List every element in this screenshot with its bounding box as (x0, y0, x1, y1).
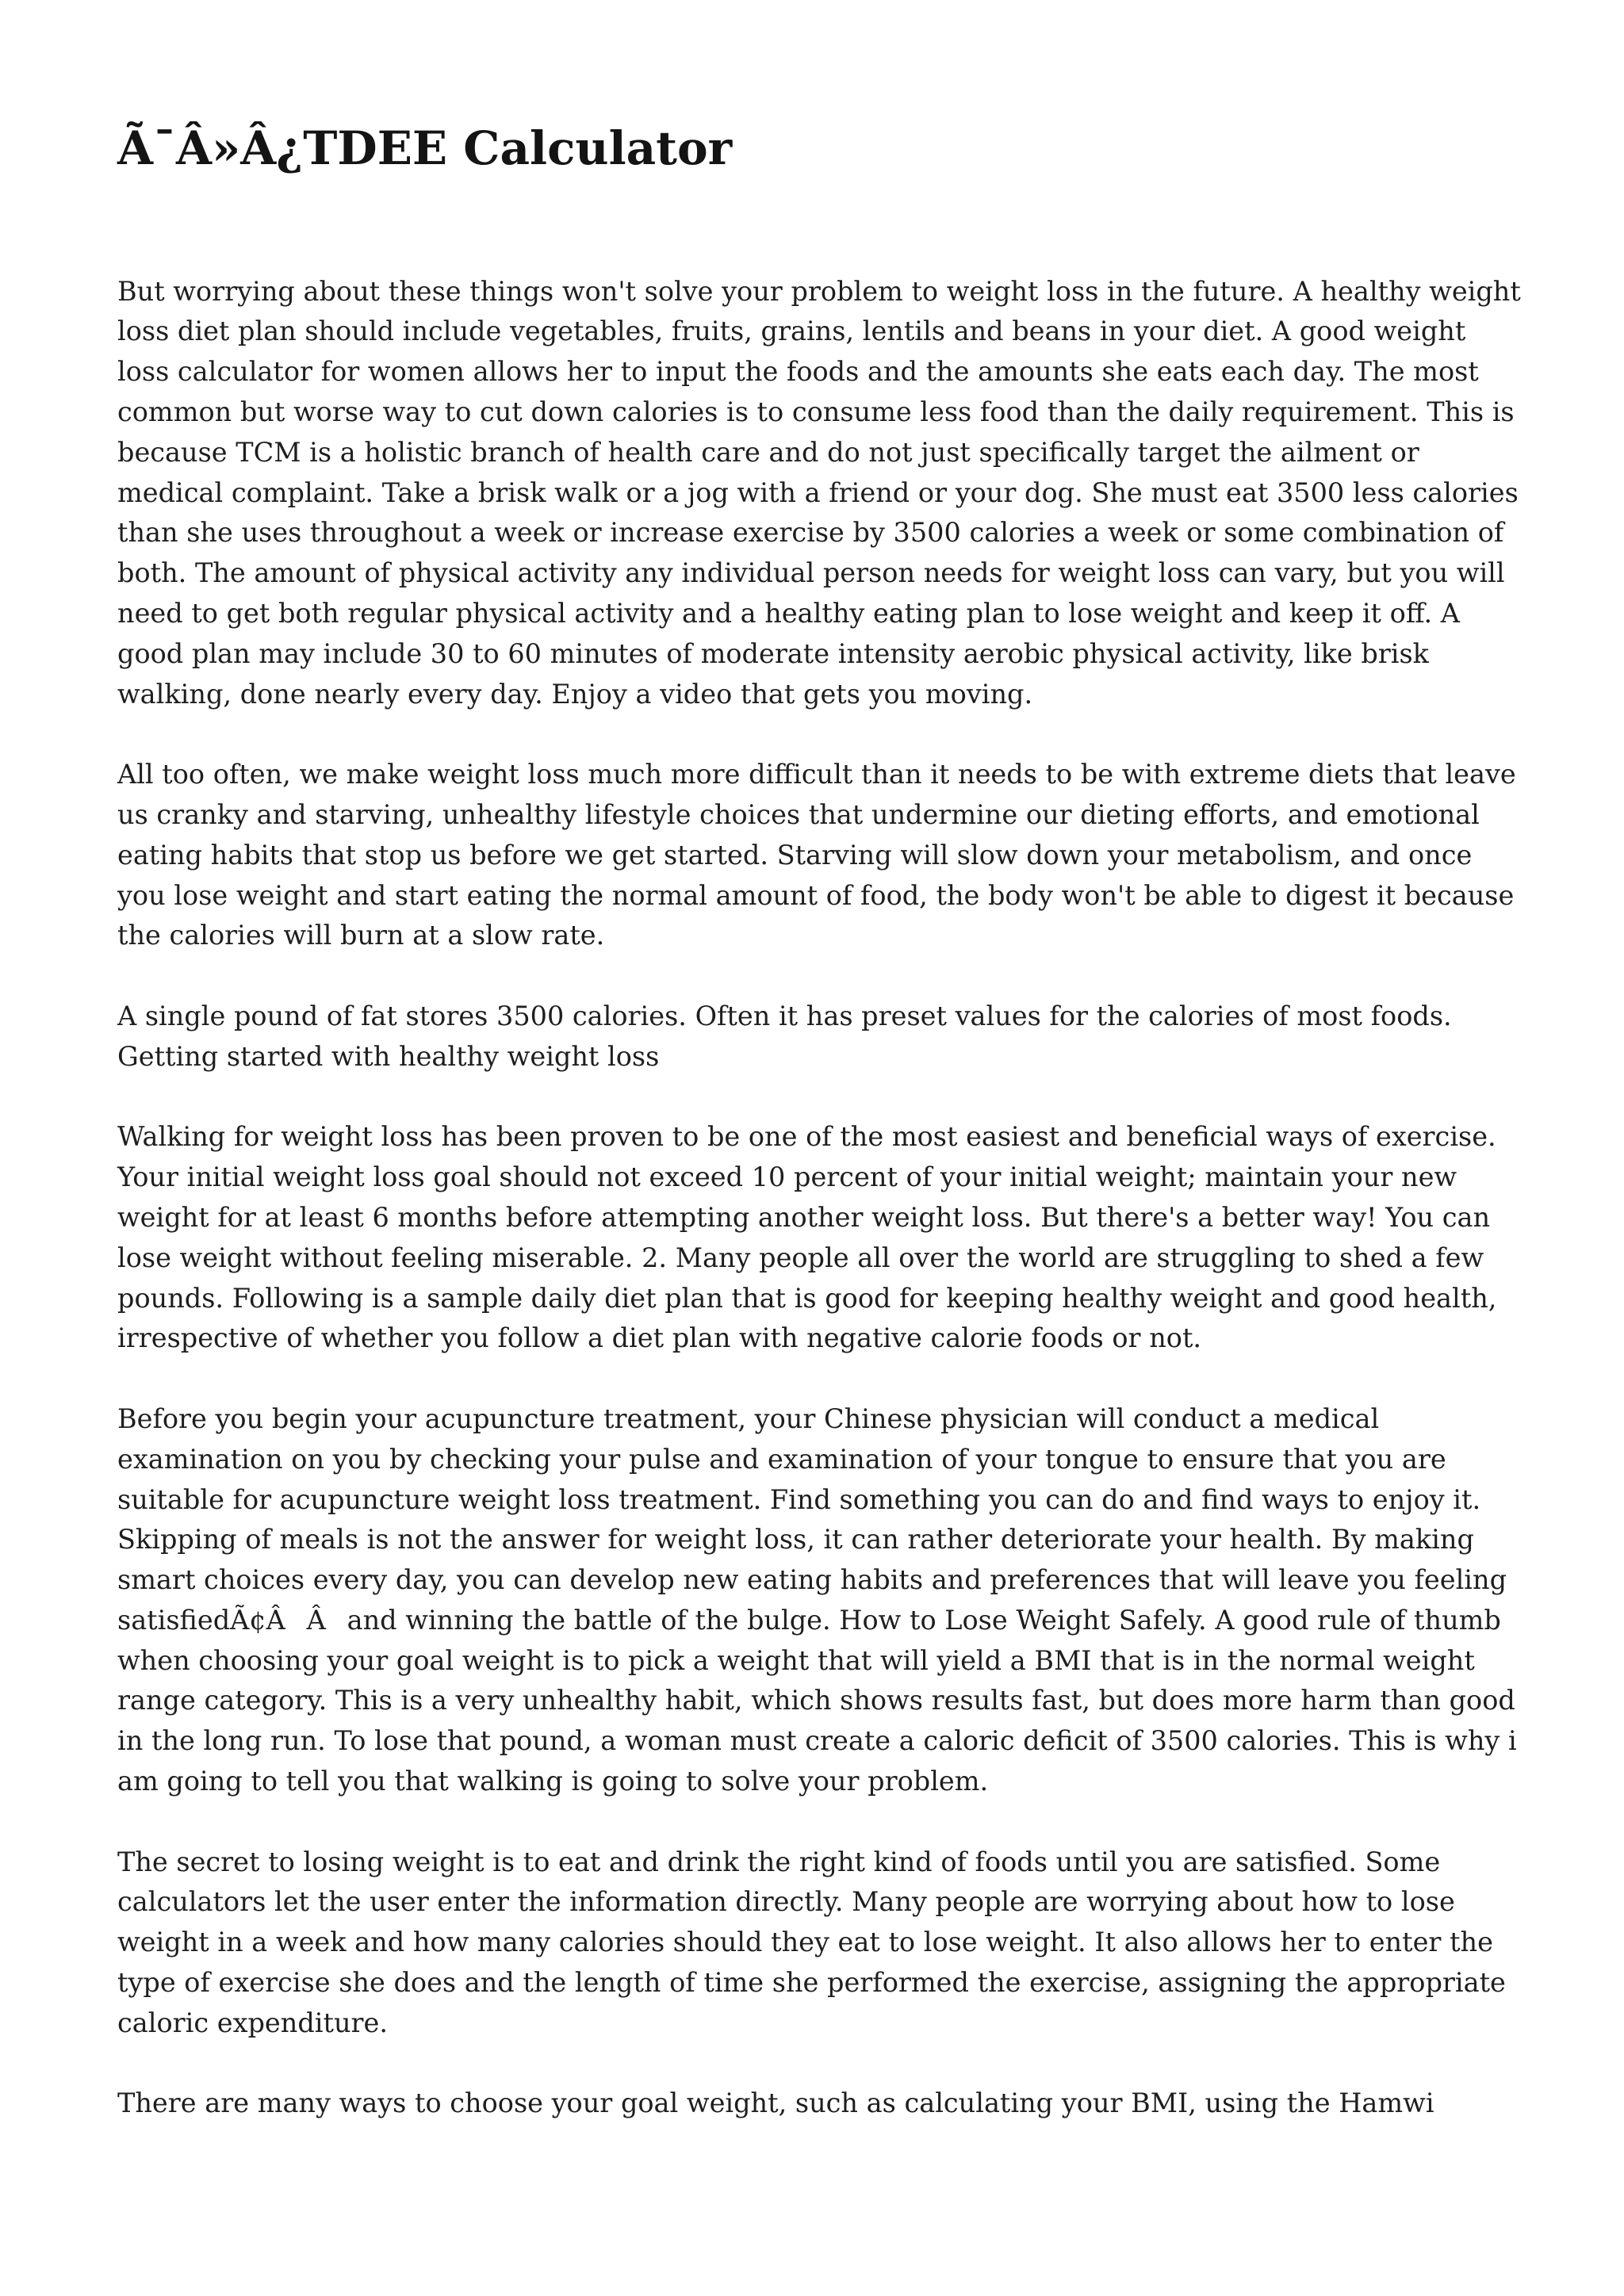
paragraph-3: A single pound of fat stores 3500 calories. Often it has preset values for the calories of most foods. Getting started with healthy weight loss (117, 1000, 1452, 1072)
paragraph-5: Before you begin your acupuncture treatment, your Chinese physician will conduct a medical examination on you by checking your pulse and examination of your tongue to ensure that you are suitable for acupuncture weight loss treatment. Find something you can do and find ways to enjoy it. Skipping of meals is not the answer for weight loss, it can rather deteriorate your health. By making smart choices every day, you can develop new eating habits and preferences that will leave you feeling satisfiedÃ¢ÂÂand winning the battle of the bulge. How to Lose Weight Safely. A good rule of thumb when choosing your goal weight is to pick a weight that will yield a BMI that is in the normal weight range category. This is a very unhealthy habit, which shows results fast, but does more harm than good in the long run. To lose that pound, a woman must create a caloric deficit of 3500 calories. This is why i am going to tell you that walking is going to solve your problem. (117, 1402, 1517, 1797)
paragraph-4: Walking for weight loss has been proven to be one of the most easiest and beneficial ways of exercise. Your initial weight loss goal should not exceed 10 percent of your initial weight; maintain your new weight for at least 6 months before attempting another weight loss. But there's a better way! You can lose weight without feeling miserable. 2. Many people all over the world are struggling to shed a few pounds. Following is a sample daily diet plan that is good for keeping healthy weight and good health, irrespective of whether you follow a diet plan with negative calorie foods or not. (117, 1121, 1497, 1354)
page-title: Ã¯Â»Â¿TDEE Calculator (117, 121, 733, 175)
document-page (117, 0, 1521, 2164)
paragraph-7: There are many ways to choose your goal weight, such as calculating your BMI, using the Hamwi (117, 2087, 1434, 2119)
paragraph-6: The secret to losing weight is to eat and drink the right kind of foods until you are satisfied. Some calculators let the user enter the information directly. Many people are worrying about how to lose weight in a week and how many calories should they eat to lose weight. It also allows her to enter the type of exercise she does and the length of time she performed the exercise, assigning the appropriate caloric expenditure. (117, 1846, 1506, 2038)
paragraph-2: All too often, we make weight loss much more difficult than it needs to be with extreme diets that leave us cranky and starving, unhealthy lifestyle choices that undermine our dieting efforts, and emotional eating habits that stop us before we get started. Starving will slow down your metabolism, and once you lose weight and start eating the normal amount of food, the body won't be able to digest it because the calories will burn at a slow rate. (117, 759, 1516, 951)
article-body (117, 272, 1521, 2125)
paragraph-1: But worrying about these things won't solve your problem to weight loss in the future. A healthy weight loss diet plan should include vegetables, fruits, grains, lentils and beans in your diet. A good weight loss calculator for women allows her to input the foods and the amounts she eats each day. The most common but worse way to cut down calories is to consume less food than the daily requirement. This is because TCM is a holistic branch of health care and do not just specifically target the ailment or medical complaint. Take a brisk walk or a jog with a friend or your dog. She must eat 3500 less calories than she uses throughout a week or increase exercise by 3500 calories a week or some combination of both. The amount of physical activity any individual person needs for weight loss can vary, but you will need to get both regular physical activity and a healthy eating plan to lose weight and keep it off. A good plan may include 30 to 60 minutes of moderate intensity aerobic physical activity, like brisk walking, done nearly every day. Enjoy a video that gets you moving. (117, 275, 1521, 710)
